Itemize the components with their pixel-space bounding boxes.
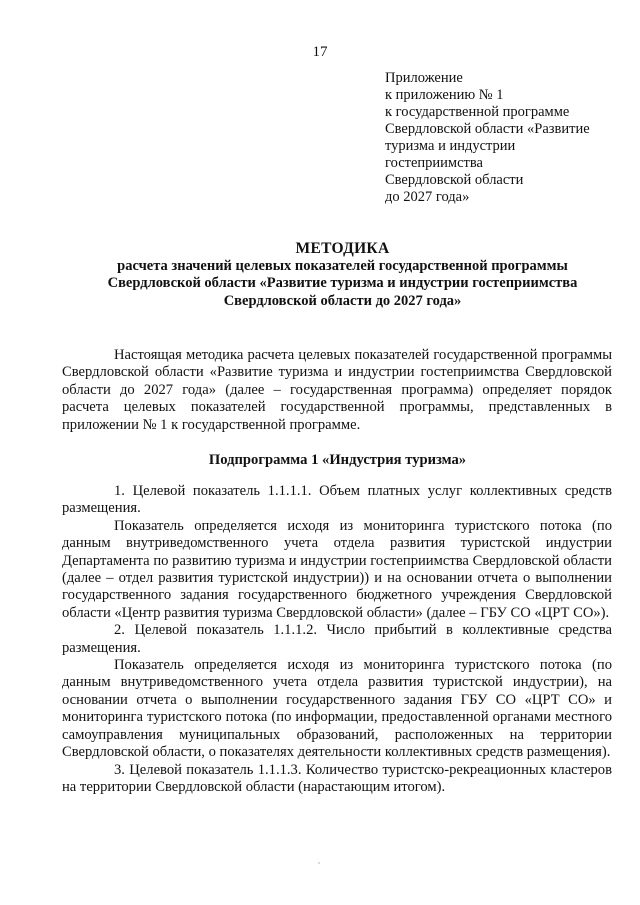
indicator-paragraph: 2. Целевой показатель 1.1.1.2. Число прибытий в коллективные средства размещения. [62, 622, 612, 656]
appendix-block [385, 70, 625, 206]
appendix-line: туризма и индустрии [385, 138, 516, 154]
document-subtitle-line: Свердловской области до 2027 года» [223, 292, 462, 309]
subprogram-body [62, 483, 612, 796]
appendix-line: гостеприимства [385, 155, 483, 171]
document-subtitle-line: расчета значений целевых показателей государственной программы [117, 257, 568, 274]
indicator-description: Показатель определяется исходя из мониторинга туристского потока (по данным внутриведомственного учета отдела развития туристской индустрии Департамента по развитию туризма и индустрии гостеприимства Свердловской области (далее – отдел развития туристской индустрии)) и на основании отчета о выполнении государственного задания государственного бюджетного учреждения Свердловской области «Центр развития туризма Свердловской области» (далее – ГБУ СО «ЦРТ СО»). [62, 517, 612, 621]
document-subtitle-line: Свердловской области «Развитие туризма и индустрии гостеприимства [107, 275, 578, 292]
appendix-line: Свердловской области «Развитие [385, 121, 590, 137]
subprogram-heading: Подпрограмма 1 «Индустрия туризма» [208, 452, 467, 468]
document-title-block [60, 240, 625, 310]
scan-dot [318, 862, 320, 864]
appendix-line: до 2027 года» [385, 189, 470, 205]
indicator-description: Показатель определяется исходя из мониторинга туристского потока (по данным внутриведомственного учета отдела развития туристской индустрии), на основании отчета о выполнении государственного задания ГБУ СО «ЦРТ СО» и мониторинга туристского потока (по информации, предоставленной органами местного самоуправления муниципальных образований, расположенных на территории Свердловской области, о показателях деятельности коллективных средств размещения). [62, 657, 612, 761]
indicator-paragraph: 1. Целевой показатель 1.1.1.1. Объем платных услуг коллективных средств размещения. [62, 483, 612, 517]
page-number: 17 [312, 44, 328, 60]
document-title: МЕТОДИКА [295, 240, 390, 257]
appendix-line: к приложению № 1 [385, 87, 504, 103]
intro-paragraph: Настоящая методика расчета целевых показателей государственной программы Свердловской области «Развитие туризма и индустрии гостеприимства Свердловской области до 2027 года» (далее – государственная программа) определяет порядок расчета целевых показателей государственной программы, представленных в приложении № 1 к государственной программе. [62, 347, 612, 433]
appendix-line: Свердловской области [385, 172, 524, 188]
appendix-line: к государственной программе [385, 104, 570, 120]
appendix-line: Приложение [385, 70, 463, 86]
indicator-paragraph: 3. Целевой показатель 1.1.1.3. Количество туристско-рекреационных кластеров на территории Свердловской области (нарастающим итогом). [62, 761, 612, 795]
